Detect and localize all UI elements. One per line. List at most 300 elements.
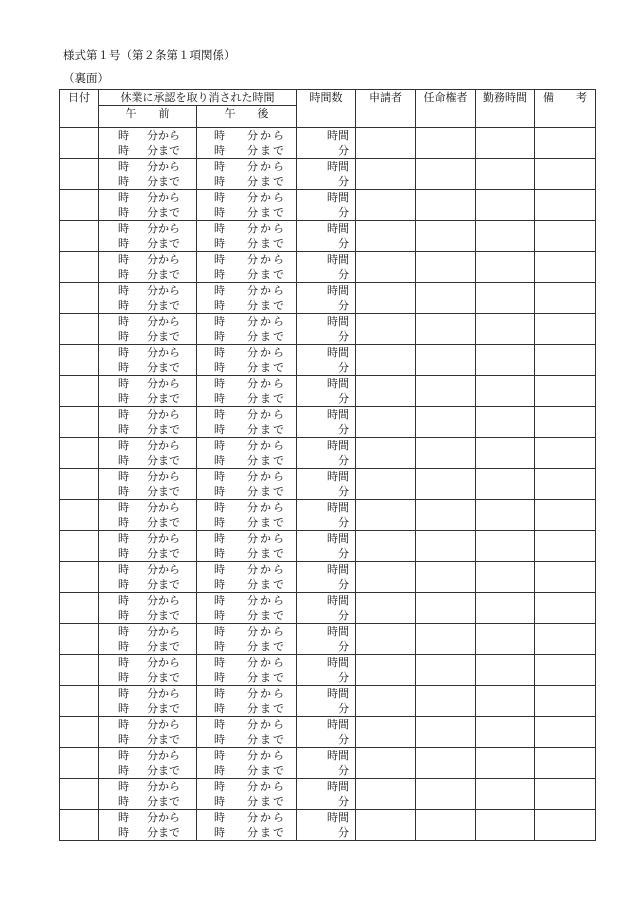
hours-unit-label: 時間 bbox=[327, 687, 349, 700]
applicant-cell[interactable] bbox=[356, 345, 416, 376]
appointer-cell[interactable] bbox=[416, 748, 476, 779]
am-time-cell[interactable] bbox=[99, 221, 197, 252]
hour-label: 時 bbox=[214, 811, 225, 824]
hours-unit-label: 時間 bbox=[327, 501, 349, 514]
date-cell[interactable] bbox=[60, 221, 99, 252]
remarks-cell[interactable] bbox=[535, 624, 596, 655]
remarks-cell[interactable] bbox=[535, 438, 596, 469]
hour-label: 時 bbox=[214, 764, 225, 777]
table-row bbox=[60, 810, 596, 841]
remarks-cell[interactable] bbox=[535, 252, 596, 283]
applicant-cell[interactable] bbox=[356, 686, 416, 717]
am-time-cell[interactable] bbox=[99, 748, 197, 779]
hours-cell[interactable] bbox=[297, 345, 356, 376]
appointer-cell[interactable] bbox=[416, 469, 476, 500]
hours-cell[interactable] bbox=[297, 655, 356, 686]
applicant-cell[interactable] bbox=[356, 128, 416, 159]
date-cell[interactable] bbox=[60, 562, 99, 593]
table-row bbox=[60, 407, 596, 438]
min-to-label: 分まで bbox=[147, 206, 180, 219]
form-subtitle: （裏面） bbox=[63, 71, 109, 85]
col-period-header: 休業に承認を取り消された時間 bbox=[99, 90, 297, 106]
remarks-cell[interactable] bbox=[535, 779, 596, 810]
am-time-cell[interactable] bbox=[99, 810, 197, 841]
hour-label: 時 bbox=[118, 222, 129, 235]
pm-time-cell[interactable] bbox=[197, 252, 297, 283]
date-cell[interactable] bbox=[60, 686, 99, 717]
hour-label: 時 bbox=[214, 268, 225, 281]
pm-time-cell[interactable] bbox=[197, 345, 297, 376]
min-to-label: 分まで bbox=[247, 175, 286, 188]
hours-cell[interactable] bbox=[297, 717, 356, 748]
applicant-cell[interactable] bbox=[356, 500, 416, 531]
applicant-cell[interactable] bbox=[356, 221, 416, 252]
hour-label: 時 bbox=[118, 144, 129, 157]
appointer-cell[interactable] bbox=[416, 283, 476, 314]
min-from-label: 分から bbox=[247, 439, 286, 452]
work-hours-cell[interactable] bbox=[476, 190, 535, 221]
table-row bbox=[60, 221, 596, 252]
applicant-cell[interactable] bbox=[356, 624, 416, 655]
hour-label: 時 bbox=[118, 191, 129, 204]
hours-cell[interactable] bbox=[297, 190, 356, 221]
am-time-cell[interactable] bbox=[99, 252, 197, 283]
pm-time-cell[interactable] bbox=[197, 810, 297, 841]
date-cell[interactable] bbox=[60, 190, 99, 221]
work-hours-cell[interactable] bbox=[476, 314, 535, 345]
am-time-cell[interactable] bbox=[99, 345, 197, 376]
min-from-label: 分から bbox=[147, 718, 180, 731]
work-hours-cell[interactable] bbox=[476, 407, 535, 438]
hours-cell[interactable] bbox=[297, 438, 356, 469]
am-time-cell[interactable] bbox=[99, 779, 197, 810]
table-body bbox=[60, 128, 596, 841]
work-hours-cell[interactable] bbox=[476, 128, 535, 159]
hour-label: 時 bbox=[214, 284, 225, 297]
hour-label: 時 bbox=[118, 206, 129, 219]
work-hours-cell[interactable] bbox=[476, 593, 535, 624]
hour-label: 時 bbox=[118, 454, 129, 467]
min-to-label: 分まで bbox=[147, 702, 180, 715]
remarks-cell[interactable] bbox=[535, 717, 596, 748]
min-from-label: 分から bbox=[247, 284, 286, 297]
min-from-label: 分から bbox=[247, 129, 286, 142]
pm-time-cell[interactable] bbox=[197, 407, 297, 438]
date-cell[interactable] bbox=[60, 593, 99, 624]
table-row bbox=[60, 438, 596, 469]
pm-time-cell[interactable] bbox=[197, 562, 297, 593]
remarks-cell[interactable] bbox=[535, 407, 596, 438]
min-unit-label: 分 bbox=[338, 702, 349, 715]
date-cell[interactable] bbox=[60, 717, 99, 748]
min-to-label: 分まで bbox=[247, 454, 286, 467]
pm-time-cell[interactable] bbox=[197, 283, 297, 314]
pm-time-cell[interactable] bbox=[197, 717, 297, 748]
min-to-label: 分まで bbox=[247, 144, 286, 157]
am-time-cell[interactable] bbox=[99, 159, 197, 190]
min-to-label: 分まで bbox=[247, 330, 286, 343]
hour-label: 時 bbox=[214, 501, 225, 514]
min-from-label: 分から bbox=[147, 315, 180, 328]
min-to-label: 分まで bbox=[147, 268, 180, 281]
hour-label: 時 bbox=[118, 377, 129, 390]
hours-cell[interactable] bbox=[297, 624, 356, 655]
min-from-label: 分から bbox=[147, 811, 180, 824]
pm-time-cell[interactable] bbox=[197, 128, 297, 159]
am-time-cell[interactable] bbox=[99, 438, 197, 469]
hours-cell[interactable] bbox=[297, 500, 356, 531]
min-to-label: 分まで bbox=[147, 144, 180, 157]
pm-time-cell[interactable] bbox=[197, 500, 297, 531]
table-row bbox=[60, 655, 596, 686]
work-hours-cell[interactable] bbox=[476, 717, 535, 748]
date-cell[interactable] bbox=[60, 283, 99, 314]
remarks-cell[interactable] bbox=[535, 686, 596, 717]
appointer-cell[interactable] bbox=[416, 221, 476, 252]
min-to-label: 分まで bbox=[247, 206, 286, 219]
min-from-label: 分から bbox=[247, 253, 286, 266]
applicant-cell[interactable] bbox=[356, 562, 416, 593]
am-time-cell[interactable] bbox=[99, 376, 197, 407]
applicant-cell[interactable] bbox=[356, 438, 416, 469]
remarks-cell[interactable] bbox=[535, 221, 596, 252]
hours-unit-label: 時間 bbox=[327, 470, 349, 483]
hour-label: 時 bbox=[118, 563, 129, 576]
hour-label: 時 bbox=[118, 408, 129, 421]
date-cell[interactable] bbox=[60, 810, 99, 841]
min-unit-label: 分 bbox=[338, 795, 349, 808]
hours-cell[interactable] bbox=[297, 252, 356, 283]
min-from-label: 分から bbox=[247, 749, 286, 762]
hour-label: 時 bbox=[118, 268, 129, 281]
hours-unit-label: 時間 bbox=[327, 439, 349, 452]
table-row bbox=[60, 686, 596, 717]
date-cell[interactable] bbox=[60, 252, 99, 283]
applicant-cell[interactable] bbox=[356, 469, 416, 500]
table-row bbox=[60, 562, 596, 593]
am-time-cell[interactable] bbox=[99, 500, 197, 531]
appointer-cell[interactable] bbox=[416, 190, 476, 221]
work-hours-cell[interactable] bbox=[476, 562, 535, 593]
work-hours-cell[interactable] bbox=[476, 221, 535, 252]
hours-cell[interactable] bbox=[297, 376, 356, 407]
hours-cell[interactable] bbox=[297, 593, 356, 624]
remarks-cell[interactable] bbox=[535, 128, 596, 159]
appointer-cell[interactable] bbox=[416, 624, 476, 655]
hours-cell[interactable] bbox=[297, 221, 356, 252]
appointer-cell[interactable] bbox=[416, 531, 476, 562]
appointer-cell[interactable] bbox=[416, 686, 476, 717]
min-from-label: 分から bbox=[247, 346, 286, 359]
remarks-cell[interactable] bbox=[535, 376, 596, 407]
hour-label: 時 bbox=[118, 811, 129, 824]
table-row bbox=[60, 593, 596, 624]
appointer-cell[interactable] bbox=[416, 810, 476, 841]
date-cell[interactable] bbox=[60, 159, 99, 190]
am-time-cell[interactable] bbox=[99, 655, 197, 686]
hour-label: 時 bbox=[118, 640, 129, 653]
hours-cell[interactable] bbox=[297, 686, 356, 717]
work-hours-cell[interactable] bbox=[476, 779, 535, 810]
appointer-cell[interactable] bbox=[416, 128, 476, 159]
min-from-label: 分から bbox=[147, 501, 180, 514]
hours-cell[interactable] bbox=[297, 407, 356, 438]
applicant-cell[interactable] bbox=[356, 655, 416, 686]
table-row bbox=[60, 500, 596, 531]
work-hours-cell[interactable] bbox=[476, 252, 535, 283]
date-cell[interactable] bbox=[60, 500, 99, 531]
hour-label: 時 bbox=[118, 764, 129, 777]
pm-time-cell[interactable] bbox=[197, 314, 297, 345]
pm-time-cell[interactable] bbox=[197, 748, 297, 779]
work-hours-cell[interactable] bbox=[476, 655, 535, 686]
time-record-table bbox=[59, 89, 596, 841]
remarks-cell[interactable] bbox=[535, 531, 596, 562]
hours-cell[interactable] bbox=[297, 810, 356, 841]
work-hours-cell[interactable] bbox=[476, 438, 535, 469]
date-cell[interactable] bbox=[60, 531, 99, 562]
appointer-cell[interactable] bbox=[416, 779, 476, 810]
min-from-label: 分から bbox=[247, 470, 286, 483]
appointer-cell[interactable] bbox=[416, 252, 476, 283]
appointer-cell[interactable] bbox=[416, 438, 476, 469]
min-from-label: 分から bbox=[247, 501, 286, 514]
min-unit-label: 分 bbox=[338, 361, 349, 374]
remarks-cell[interactable] bbox=[535, 345, 596, 376]
hours-unit-label: 時間 bbox=[327, 594, 349, 607]
col-date-header: 日付 bbox=[60, 90, 99, 128]
work-hours-cell[interactable] bbox=[476, 283, 535, 314]
remarks-cell[interactable] bbox=[535, 500, 596, 531]
hours-cell[interactable] bbox=[297, 469, 356, 500]
remarks-cell[interactable] bbox=[535, 655, 596, 686]
pm-time-cell[interactable] bbox=[197, 655, 297, 686]
pm-time-cell[interactable] bbox=[197, 686, 297, 717]
am-time-cell[interactable] bbox=[99, 407, 197, 438]
min-to-label: 分まで bbox=[147, 578, 180, 591]
min-to-label: 分まで bbox=[247, 485, 286, 498]
appointer-cell[interactable] bbox=[416, 562, 476, 593]
appointer-cell[interactable] bbox=[416, 407, 476, 438]
min-unit-label: 分 bbox=[338, 485, 349, 498]
date-cell[interactable] bbox=[60, 624, 99, 655]
table-row bbox=[60, 252, 596, 283]
date-cell[interactable] bbox=[60, 345, 99, 376]
pm-time-cell[interactable] bbox=[197, 376, 297, 407]
applicant-cell[interactable] bbox=[356, 283, 416, 314]
hour-label: 時 bbox=[214, 454, 225, 467]
pm-time-cell[interactable] bbox=[197, 190, 297, 221]
remarks-cell[interactable] bbox=[535, 593, 596, 624]
hour-label: 時 bbox=[118, 485, 129, 498]
remarks-cell[interactable] bbox=[535, 159, 596, 190]
appointer-cell[interactable] bbox=[416, 593, 476, 624]
min-to-label: 分まで bbox=[247, 733, 286, 746]
applicant-cell[interactable] bbox=[356, 593, 416, 624]
hours-cell[interactable] bbox=[297, 159, 356, 190]
hour-label: 時 bbox=[214, 253, 225, 266]
applicant-cell[interactable] bbox=[356, 376, 416, 407]
hour-label: 時 bbox=[214, 222, 225, 235]
work-hours-cell[interactable] bbox=[476, 500, 535, 531]
min-to-label: 分まで bbox=[247, 609, 286, 622]
hour-label: 時 bbox=[118, 578, 129, 591]
work-hours-cell[interactable] bbox=[476, 624, 535, 655]
date-cell[interactable] bbox=[60, 314, 99, 345]
table-row bbox=[60, 314, 596, 345]
hour-label: 時 bbox=[214, 299, 225, 312]
min-to-label: 分まで bbox=[147, 485, 180, 498]
min-from-label: 分から bbox=[247, 377, 286, 390]
date-cell[interactable] bbox=[60, 655, 99, 686]
am-time-cell[interactable] bbox=[99, 314, 197, 345]
remarks-cell[interactable] bbox=[535, 469, 596, 500]
am-time-cell[interactable] bbox=[99, 593, 197, 624]
hour-label: 時 bbox=[214, 578, 225, 591]
work-hours-cell[interactable] bbox=[476, 531, 535, 562]
date-cell[interactable] bbox=[60, 376, 99, 407]
am-time-cell[interactable] bbox=[99, 531, 197, 562]
applicant-cell[interactable] bbox=[356, 159, 416, 190]
hour-label: 時 bbox=[118, 470, 129, 483]
date-cell[interactable] bbox=[60, 469, 99, 500]
work-hours-cell[interactable] bbox=[476, 469, 535, 500]
work-hours-cell[interactable] bbox=[476, 686, 535, 717]
hour-label: 時 bbox=[118, 237, 129, 250]
hours-cell[interactable] bbox=[297, 562, 356, 593]
min-to-label: 分まで bbox=[247, 578, 286, 591]
hours-unit-label: 時間 bbox=[327, 563, 349, 576]
hours-cell[interactable] bbox=[297, 128, 356, 159]
pm-time-cell[interactable] bbox=[197, 624, 297, 655]
min-to-label: 分まで bbox=[147, 330, 180, 343]
remarks-cell[interactable] bbox=[535, 314, 596, 345]
applicant-cell[interactable] bbox=[356, 717, 416, 748]
applicant-cell[interactable] bbox=[356, 314, 416, 345]
applicant-cell[interactable] bbox=[356, 810, 416, 841]
min-from-label: 分から bbox=[247, 594, 286, 607]
min-to-label: 分まで bbox=[247, 702, 286, 715]
date-cell[interactable] bbox=[60, 748, 99, 779]
hour-label: 時 bbox=[214, 330, 225, 343]
min-unit-label: 分 bbox=[338, 423, 349, 436]
am-time-cell[interactable] bbox=[99, 624, 197, 655]
appointer-cell[interactable] bbox=[416, 345, 476, 376]
appointer-cell[interactable] bbox=[416, 655, 476, 686]
work-hours-cell[interactable] bbox=[476, 748, 535, 779]
remarks-cell[interactable] bbox=[535, 810, 596, 841]
pm-time-cell[interactable] bbox=[197, 469, 297, 500]
applicant-cell[interactable] bbox=[356, 407, 416, 438]
hours-cell[interactable] bbox=[297, 531, 356, 562]
table-row bbox=[60, 469, 596, 500]
am-time-cell[interactable] bbox=[99, 717, 197, 748]
pm-time-cell[interactable] bbox=[197, 438, 297, 469]
hours-unit-label: 時間 bbox=[327, 377, 349, 390]
hour-label: 時 bbox=[214, 625, 225, 638]
min-to-label: 分まで bbox=[247, 640, 286, 653]
work-hours-cell[interactable] bbox=[476, 810, 535, 841]
min-to-label: 分まで bbox=[147, 423, 180, 436]
min-unit-label: 分 bbox=[338, 733, 349, 746]
min-to-label: 分まで bbox=[147, 175, 180, 188]
hour-label: 時 bbox=[118, 594, 129, 607]
hours-unit-label: 時間 bbox=[327, 656, 349, 669]
remarks-cell[interactable] bbox=[535, 562, 596, 593]
hours-cell[interactable] bbox=[297, 748, 356, 779]
applicant-cell[interactable] bbox=[356, 748, 416, 779]
am-time-cell[interactable] bbox=[99, 190, 197, 221]
pm-time-cell[interactable] bbox=[197, 531, 297, 562]
appointer-cell[interactable] bbox=[416, 159, 476, 190]
min-to-label: 分まで bbox=[147, 826, 180, 839]
applicant-cell[interactable] bbox=[356, 252, 416, 283]
remarks-cell[interactable] bbox=[535, 748, 596, 779]
applicant-cell[interactable] bbox=[356, 531, 416, 562]
appointer-cell[interactable] bbox=[416, 314, 476, 345]
am-time-cell[interactable] bbox=[99, 283, 197, 314]
am-time-cell[interactable] bbox=[99, 469, 197, 500]
hour-label: 時 bbox=[214, 749, 225, 762]
hour-label: 時 bbox=[214, 702, 225, 715]
pm-time-cell[interactable] bbox=[197, 593, 297, 624]
hours-cell[interactable] bbox=[297, 314, 356, 345]
am-time-cell[interactable] bbox=[99, 562, 197, 593]
table-row bbox=[60, 190, 596, 221]
hours-unit-label: 時間 bbox=[327, 532, 349, 545]
date-cell[interactable] bbox=[60, 407, 99, 438]
min-from-label: 分から bbox=[147, 253, 180, 266]
appointer-cell[interactable] bbox=[416, 717, 476, 748]
hours-unit-label: 時間 bbox=[327, 129, 349, 142]
appointer-cell[interactable] bbox=[416, 500, 476, 531]
hours-cell[interactable] bbox=[297, 779, 356, 810]
date-cell[interactable] bbox=[60, 779, 99, 810]
min-from-label: 分から bbox=[147, 563, 180, 576]
am-time-cell[interactable] bbox=[99, 686, 197, 717]
hours-unit-label: 時間 bbox=[327, 749, 349, 762]
hour-label: 時 bbox=[118, 423, 129, 436]
work-hours-cell[interactable] bbox=[476, 376, 535, 407]
am-time-cell[interactable] bbox=[99, 128, 197, 159]
min-from-label: 分から bbox=[147, 470, 180, 483]
min-from-label: 分から bbox=[147, 780, 180, 793]
date-cell[interactable] bbox=[60, 128, 99, 159]
hour-label: 時 bbox=[214, 392, 225, 405]
work-hours-cell[interactable] bbox=[476, 159, 535, 190]
min-from-label: 分から bbox=[147, 129, 180, 142]
pm-time-cell[interactable] bbox=[197, 159, 297, 190]
work-hours-cell[interactable] bbox=[476, 345, 535, 376]
form-title: 様式第１号（第２条第１項関係） bbox=[63, 48, 236, 62]
col-appointer-header: 任命権者 bbox=[416, 90, 476, 128]
date-cell[interactable] bbox=[60, 438, 99, 469]
min-from-label: 分から bbox=[147, 284, 180, 297]
applicant-cell[interactable] bbox=[356, 779, 416, 810]
hour-label: 時 bbox=[214, 191, 225, 204]
hour-label: 時 bbox=[214, 532, 225, 545]
pm-time-cell[interactable] bbox=[197, 779, 297, 810]
appointer-cell[interactable] bbox=[416, 376, 476, 407]
hour-label: 時 bbox=[118, 780, 129, 793]
min-unit-label: 分 bbox=[338, 640, 349, 653]
remarks-cell[interactable] bbox=[535, 283, 596, 314]
applicant-cell[interactable] bbox=[356, 190, 416, 221]
hours-cell[interactable] bbox=[297, 283, 356, 314]
min-to-label: 分まで bbox=[247, 795, 286, 808]
remarks-cell[interactable] bbox=[535, 190, 596, 221]
pm-time-cell[interactable] bbox=[197, 221, 297, 252]
